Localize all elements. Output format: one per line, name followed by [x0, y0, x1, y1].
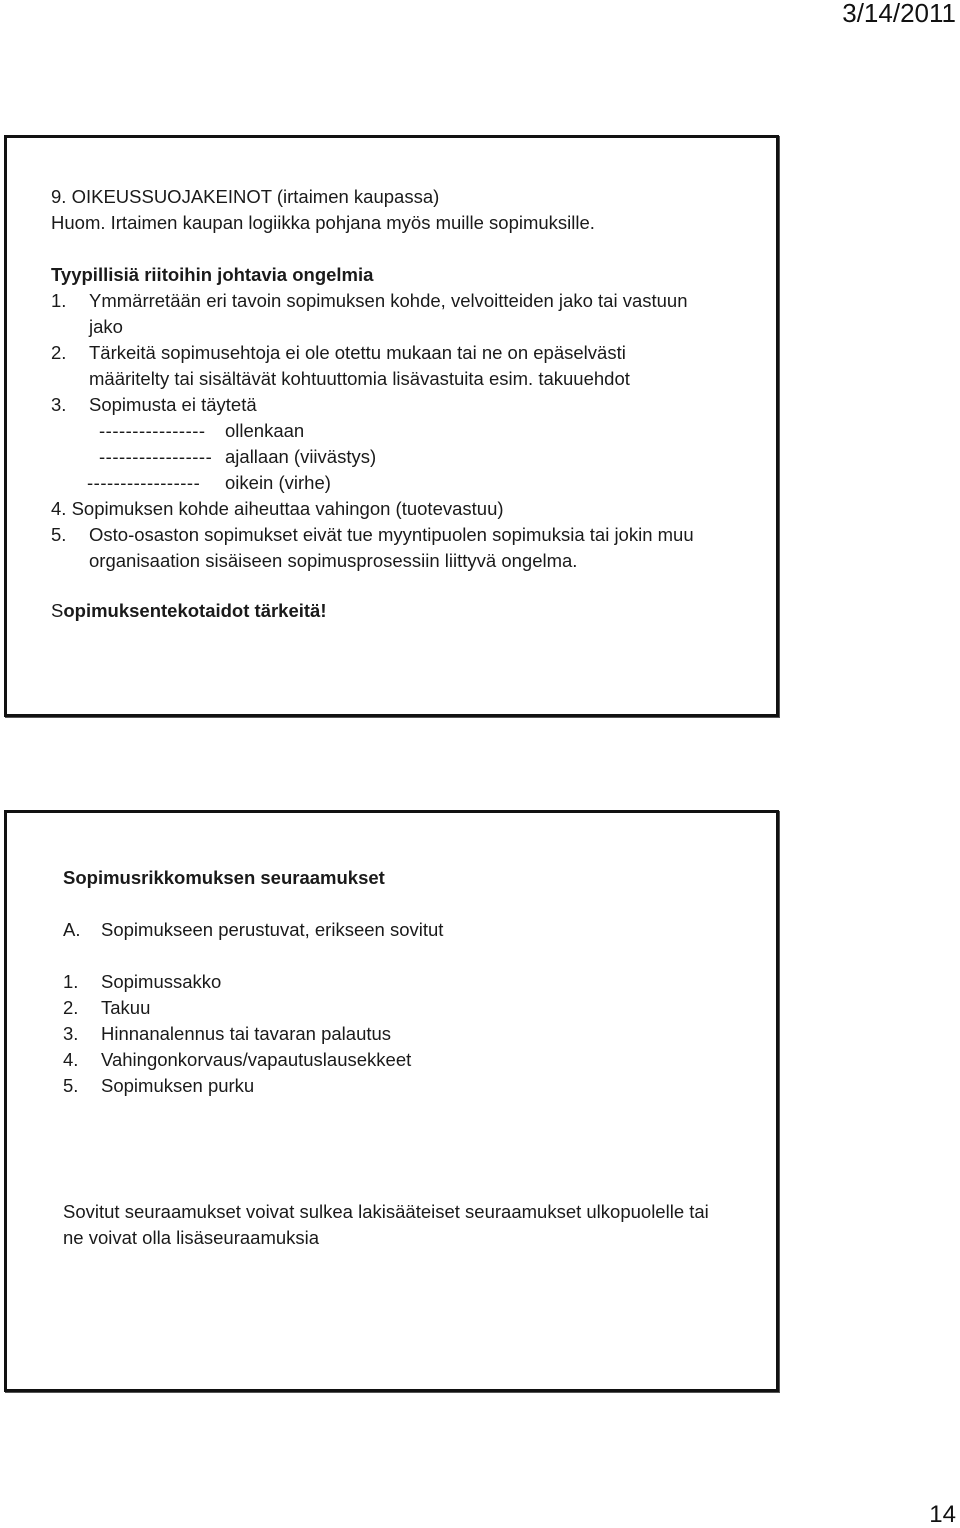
subitem-dashes: -----------------: [87, 472, 201, 493]
closing-statement: [51, 598, 327, 624]
section-text: Sopimukseen perustuvat, erikseen sovitut: [101, 919, 444, 940]
subitem-text: ollenkaan: [225, 420, 305, 441]
list-item-number: 3.: [51, 394, 67, 415]
list-item-number: 5.: [51, 524, 67, 545]
list-item-number: 1.: [51, 290, 67, 311]
page-number: 14: [929, 1501, 956, 1528]
footer-text: ne voivat olla lisäseuraamuksia: [63, 1227, 320, 1248]
list-item-text: Hinnanalennus tai tavaran palautus: [101, 1023, 392, 1044]
subitem-dashes: -----------------: [99, 446, 213, 467]
list-item-text: Sopimussakko: [101, 971, 222, 992]
list-item-text: Sopimuksen purku: [101, 1075, 255, 1096]
list-item-text: jako: [89, 316, 123, 337]
subitem-text: oikein (virhe): [225, 472, 331, 493]
header-date: 3/14/2011: [842, 0, 956, 28]
slide-title: 9. OIKEUSSUOJAKEINOT (irtaimen kaupassa): [51, 186, 440, 207]
section-letter: A.: [63, 919, 81, 940]
list-item-text: Tärkeitä sopimusehtoja ei ole otettu mukaan tai ne on epäselvästi: [89, 342, 626, 363]
closing-first-letter: S: [51, 600, 64, 621]
subitem-text: ajallaan (viivästys): [225, 446, 377, 467]
slide-subheading: Tyypillisiä riitoihin johtavia ongelmia: [51, 264, 374, 285]
list-item-text: Sopimusta ei täytetä: [89, 394, 257, 415]
list-item-number: 1.: [63, 971, 79, 992]
list-item-text: määritelty tai sisältävät kohtuuttomia lisävastuita esim. takuuehdot: [89, 368, 630, 389]
slide-title: Sopimusrikkomuksen seuraamukset: [63, 867, 385, 888]
slide-note: Huom. Irtaimen kaupan logiikka pohjana myös muille sopimuksille.: [51, 212, 595, 233]
subitem-dashes: ----------------: [99, 420, 206, 441]
list-item-text: Ymmärretään eri tavoin sopimuksen kohde, velvoitteiden jako tai vastuun: [89, 290, 688, 311]
list-item-text: organisaation sisäiseen sopimusprosessiin liittyvä ongelma.: [89, 550, 578, 571]
slide-oikeussuojakeinot: [4, 135, 779, 717]
list-item-number: 3.: [63, 1023, 79, 1044]
list-item-text: Takuu: [101, 997, 151, 1018]
closing-rest: opimuksentekotaidot tärkeitä!: [63, 600, 327, 621]
list-item-number: 4.: [63, 1049, 79, 1070]
footer-text: Sovitut seuraamukset voivat sulkea lakisääteiset seuraamukset ulkopuolelle tai: [63, 1201, 709, 1222]
list-item-text: Vahingonkorvaus/vapautuslausekkeet: [101, 1049, 412, 1070]
list-item-number: 2.: [63, 997, 79, 1018]
list-item-number: 2.: [51, 342, 67, 363]
list-item-text: Osto-osaston sopimukset eivät tue myyntipuolen sopimuksia tai jokin muu: [89, 524, 694, 545]
slide-seuraamukset: [4, 810, 779, 1392]
list-item-number: 5.: [63, 1075, 79, 1096]
list-item-4: 4. Sopimuksen kohde aiheuttaa vahingon (tuotevastuu): [51, 498, 504, 519]
